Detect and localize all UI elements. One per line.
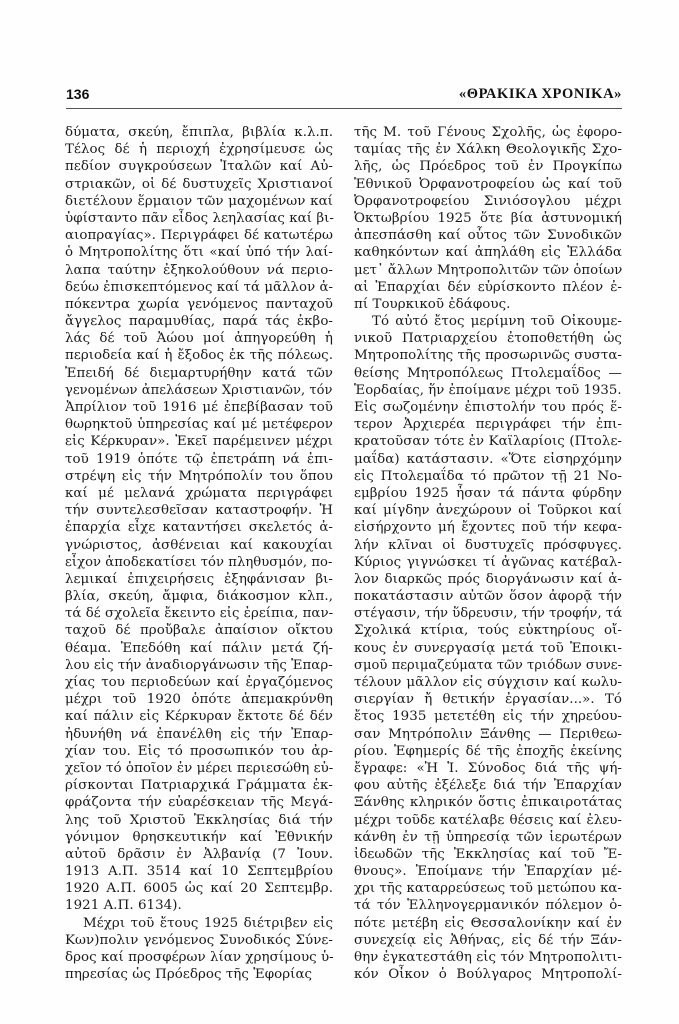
text-line: πεδίον συγκρούσεων Ἰταλῶν καί Αὐ- [65, 159, 333, 175]
text-line: Εἰς σωζομένην ἐπιστολήν του πρός ἕ- [354, 400, 622, 415]
text-line: λῆς, ὡς Πρόεδρος τοῦ ἐν Προγκίπω [354, 159, 622, 175]
text-line: ἰδεωδῶν τῆς Ἐκκλησίας καί τοῦ Ἔ- [354, 846, 622, 862]
text-line [65, 657, 333, 674]
text-line: τέλουν μᾶλλον εἰς σύγχισιν καί κωλυ- [354, 675, 622, 690]
text-line: 1920 Α.Π. 6005 ὡς καί 20 Σεπτεμβρ. [65, 881, 333, 897]
text-line: λήν κλῖναι οἱ δυστυχεῖς πρόσφυγες. [354, 537, 622, 553]
text-line: 1913 Α.Π. 3514 καί 10 Σεπτεμβρίου [65, 864, 333, 880]
text-line: Ἀπρίλιον τοῦ 1916 μέ ἐπεβίβασαν τοῦ [65, 400, 333, 415]
text-line: Μητροπολίτης τῆς προσωρινῶς συστα- [354, 348, 622, 364]
text-line: τοῦ 1919 ὁπότε τῷ ἐπετράπη νά ἐπι- [65, 451, 333, 467]
text-line: Σχολικά κτίρια, τούς εὐκτηρίους οἴ- [354, 623, 622, 639]
text-line: κους ἐν συνεργασίᾳ μετά τοῦ Ἐποικι- [354, 640, 622, 656]
text-line: στρέψη εἰς τήν Μητρόπολίν του ὅπου [65, 468, 333, 484]
text-line-content: Ἑορδαίας, ἥν ἐποίμανε μέχρι τοῦ 1935. [354, 382, 622, 398]
text-line-content: μετ᾿ ἄλλων Μητροπολιτῶν τῶν ὁποίων [354, 262, 623, 278]
text-line: πηρεσίας ὡς Πρόεδρος τῆς Ἐφορίας [65, 967, 313, 983]
text-line: καθηκόντων καί ἀπηλάθη εἰς Ἑλλάδα [354, 245, 622, 261]
text-line [354, 880, 622, 897]
text-line: τήν συντελεσθεῖσαν καταστροφήν. Ἡ [65, 503, 333, 519]
text-line [354, 657, 622, 674]
text-line: ἔγραφε: «Ἡ Ἱ. Σύνοδος διά τῆς ψή- [354, 760, 622, 776]
text-line: φράζοντα τήν εὐαρέσκειαν τῆς Μεγά- [65, 795, 333, 811]
text-line [65, 605, 333, 622]
text-line: αιοπραγίας». Περιγράφει δέ κατωτέρω [65, 228, 333, 244]
text-line: καί πάλιν εἰς Κέρκυραν ἔκτοτε δέ δέν [65, 709, 333, 725]
text-line: κάνθη ἐν τῇ ὑπηρεσίᾳ τῶν ἱερωτέρων [354, 829, 622, 845]
text-line: θωρηκτοῦ ὑπηρεσίας καί μέ μετέφερον [65, 417, 333, 433]
text-line: λαπα ταύτην ἐξηκολούθουν νά περιο- [65, 262, 333, 278]
text-line-content: χρι τῆς καταρρεύσεως τοῦ μετώπου κα- [354, 881, 622, 897]
text-line: πί Τουρκικοῦ ἐδάφους. [354, 296, 511, 312]
text-line: δρος καί προσφέρων λίαν χρησίμους ὑ- [65, 950, 334, 965]
text-line: Κύριος γιγνώσκει τί ἀγῶνας κατέβαλ- [354, 554, 622, 570]
text-line: χίαν του. Εἰς τό προσωπικόν του ἀρ- [65, 743, 333, 759]
text-line: εμβρίου 1925 ἦσαν τά πάντα φύρδην [354, 485, 622, 501]
text-line: λεμικαί ἐπιχειρήσεις ἐξηφάνισαν βι- [65, 571, 333, 587]
text-line: κρατοῦσαν τότε ἐν Καϊλαρίοις (Πτολε- [354, 434, 622, 450]
text-line-content: στέγασιν, τήν ὕδρευσιν, τήν τροφήν, τά [354, 606, 623, 622]
text-line-content: λου εἰς τήν ἀναδιοργάνωσιν τῆς Ἐπαρ- [65, 657, 333, 673]
text-line: τερον Ἀρχιερέα περιγράφει τήν ἐπι- [354, 417, 622, 433]
journal-title: «ΘΡΑΚΙΚΑ ΧΡΟΝΙΚΑ» [458, 86, 622, 102]
text-line: γνώριστος, ἀσθένειαι καί κακουχίαι [65, 537, 333, 553]
page-number: 136 [66, 86, 90, 102]
text-line: ρίου. Ἐφημερίς δέ τῆς ἐποχῆς ἐκείνης [354, 743, 622, 759]
text-line-content: γενομένων ἀπελάσεων Χριστιανῶν, τόν [65, 382, 333, 398]
text-line: ταχοῦ δέ προὔβαλε ἀπαίσιον οἴκτου [65, 623, 333, 639]
text-line [354, 262, 622, 279]
right-column [354, 124, 622, 983]
text-line: ἄγγελος παραμυθίας, παρά τάς ἐκβο- [65, 314, 333, 330]
text-line: σιεργίαν ἤ θετικήν ἐργασίαν...». Τό [354, 692, 622, 708]
text-line-content: σμοῦ περιμαζεύματα τῶν τριόδων συνε- [354, 657, 623, 673]
text-line: ἐπαρχία εἶχε καταντήσει σκελετός ἀ- [65, 520, 333, 536]
text-line: Ξάνθης κληρικόν ὅστις ἐπικαιροτάτας [354, 795, 622, 811]
text-line: αὐτοῦ δρᾶσιν ἐν Ἀλβανίᾳ (7 Ἰουν. [65, 846, 333, 862]
text-line-content: δεύω ἐπισκεπτόμενος καί τά μᾶλλον ἀ- [65, 279, 334, 295]
text-line: στριακῶν, οἱ δέ δυστυχεῖς Χριστιανοί [65, 176, 333, 192]
text-line-content: τά δέ σχολεῖα ἔκειντο εἰς ἐρείπια, παν- [65, 606, 334, 622]
text-line: διετέλουν ἕρμαιον τῶν μαχομένων καί [65, 193, 333, 209]
text-line: λάς δέ τοῦ Ἀώου μοί ἀπηγορεύθη ἡ [65, 331, 333, 347]
text-line: Κων)πολιν γενόμενος Συνοδικός Σύνε- [65, 932, 333, 948]
text-line [354, 605, 622, 622]
text-line: Ἐπειδή δέ διεμαρτυρήθην κατά τῶν [65, 365, 333, 381]
text-line [354, 382, 622, 399]
text-line: θην ἐγκατεστάθη εἰς τόν Μητροπολιτι- [354, 950, 622, 965]
text-line [65, 279, 333, 296]
text-line: ἠδυνήθη νά ἐπανέλθη εἰς τήν Ἐπαρ- [65, 726, 333, 742]
text-line: εἰς Κέρκυραν». Ἐκεῖ παρέμεινεν μέχρι [65, 434, 333, 450]
text-line: Ἐθνικοῦ Ὀρφανοτροφείου ὡς καί τοῦ [354, 176, 622, 192]
text-line: ὑφίσταντο πᾶν εἶδος λεηλασίας καί βι- [65, 210, 334, 226]
text-line: εἰσήρχοντο μή ἔχοντες ποῦ τήν κεφα- [354, 520, 622, 536]
text-line: χίας του περιοδεύων καί ἐργαζόμενος [65, 675, 333, 690]
text-line [65, 382, 333, 399]
text-line: Τέλος δέ ἡ περιοχή ἐχρησίμευσε ὡς [65, 142, 333, 158]
text-line: αἱ Ἐπαρχίαι δέν εὑρίσκοντο πλέον ἐ- [354, 279, 622, 295]
text-line: τῆς Μ. τοῦ Γένους Σχολῆς, ὡς ἐφορο- [354, 125, 622, 140]
text-line: μέχρι τοῦδε κατέλαβε θέσεις καί ἐλευ- [354, 812, 622, 828]
text-line: περιοδεία καί ἡ ἔξοδος ἐκ τῆς πόλεως. [65, 348, 333, 364]
text-line: δύματα, σκεύη, ἔπιπλα, βιβλία κ.λ.π. [65, 125, 333, 140]
header-rule [66, 108, 622, 109]
text-line: Ὀκτωβρίου 1925 ὅτε βία ἀστυνομική [354, 210, 622, 226]
text-line [65, 554, 333, 571]
text-line: βλία, σκεύη, ἄμφια, διάκοσμον κλπ., [65, 589, 333, 605]
text-line: ταμίας τῆς ἐν Χάλκη Θεολογικῆς Σχο- [354, 142, 622, 158]
text-line: εἰς Πτολεμαΐδα τό πρῶτον τῇ 21 Νο- [354, 468, 622, 484]
text-line-content: εἶχον ἀποδεκατίσει τόν πληθυσμόν, πο- [65, 554, 333, 570]
text-line: 1921 Α.Π. 6134). [65, 898, 182, 914]
text-line: ποκατάστασιν αὐτῶν ὅσον ἀφορᾷ τήν [354, 589, 622, 605]
running-head [66, 86, 622, 106]
text-line: λης τοῦ Χριστοῦ Ἐκκλησίας διά τήν [65, 812, 333, 828]
text-line: μέχρι τοῦ 1920 ὁπότε ἀπεμακρύνθη [65, 692, 333, 708]
left-column [65, 124, 333, 983]
text-line: λον διαρκῶς πρός διοργάνωσιν καί ἀ- [354, 571, 622, 587]
text-line: Τό αὐτό ἔτος μερίμνη τοῦ Οἰκουμε- [372, 314, 622, 330]
text-line: ρίσκονται Πατριαρχικά Γράμματα ἐκ- [65, 778, 333, 794]
text-line: ἔτος 1935 μετετέθη εἰς τήν χηρεύου- [354, 709, 622, 725]
text-line: πόκεντρα χωρία γενόμενος πανταχοῦ [65, 296, 333, 312]
text-line: καί μέ μελανά χρώματα περιγράφει [65, 485, 333, 501]
text-line: φου αὐτῆς ἐξέλεξε διά τήν Ἐπαρχίαν [354, 778, 622, 794]
text-line: μαΐδα) κατάστασιν. «Ὅτε εἰσηρχόμην [354, 451, 622, 467]
text-line: ὁ Μητροπολίτης ὅτι «καί ὑπό τήν λαί- [65, 245, 333, 261]
text-line: πότε μετέβη εἰς Θεσσαλονίκην καί ἐν [354, 915, 622, 931]
text-line: χεῖον τό ὁποῖον ἐν μέρει περιεσώθη εὑ- [65, 760, 334, 776]
text-line: κόν Οἶκον ὁ Βούλγαρος Μητροπολί- [354, 967, 622, 983]
text-line: γόνιμον θρησκευτικήν καί Ἐθνικήν [65, 829, 333, 845]
text-line: καί μίγδην ἀνεχώρουν οἱ Τοῦρκοι καί [354, 503, 622, 519]
text-line: θείσης Μητροπόλεως Πτολεμαΐδος — [354, 365, 622, 381]
text-line: συνεχείᾳ εἰς Ἀθήνας, εἰς δέ τήν Ξάν- [354, 932, 622, 948]
text-line: θέαμα. Ἐπεδόθη καί πάλιν μετά ζή- [65, 640, 333, 656]
text-line: σαν Μητρόπολιν Ξάνθης — Περιθεω- [354, 726, 622, 742]
text-line: θνους». Ἐποίμανε τήν Ἐπαρχίαν μέ- [354, 864, 622, 880]
text-line: ἀπεσπάσθη καί οὗτος τῶν Συνοδικῶν [354, 228, 622, 244]
text-line: τά τόν Ἑλληνογερμανικόν πόλεμον ὁ- [354, 898, 622, 914]
text-line: Ὀρφανοτροφείου Σινιόσογλου μέχρι [354, 193, 622, 209]
text-line: Μέχρι τοῦ ἔτους 1925 διέτριβεν εἰς [83, 915, 333, 931]
text-line: νικοῦ Πατριαρχείου ἐτοποθετήθη ὡς [354, 331, 622, 347]
